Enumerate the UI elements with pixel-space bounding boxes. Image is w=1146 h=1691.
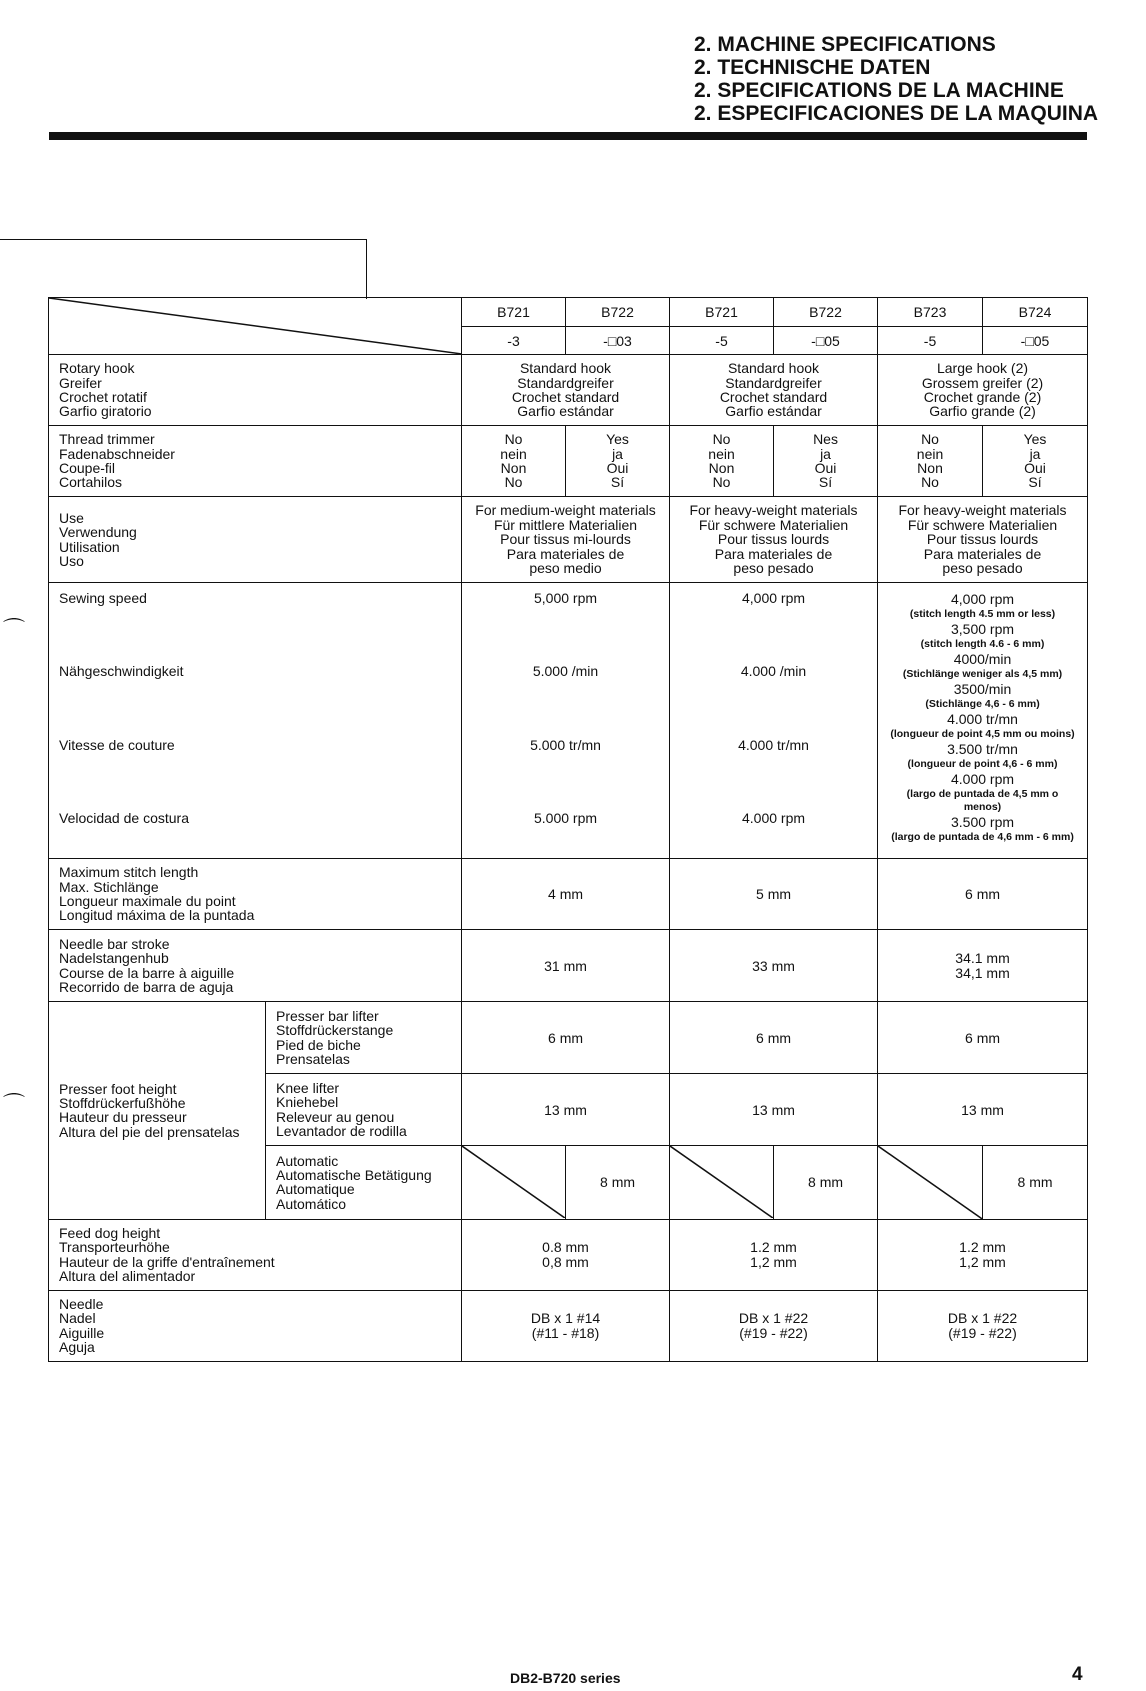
value-cell: 6 mm [878, 1002, 1088, 1074]
value-cell: 8 mm [774, 1146, 878, 1220]
value-cell: Standard hook Standardgreifer Crochet standard Garfio estándar [462, 355, 670, 426]
value-cell: 5 mm [670, 859, 878, 930]
section-title [694, 33, 1098, 125]
row-label: Thread trimmer Fadenabschneider Coupe-fil Cortahilos [49, 426, 462, 497]
model-cell: B722 [566, 298, 670, 327]
na-cell [670, 1146, 774, 1220]
title-en: 2. MACHINE SPECIFICATIONS [694, 33, 996, 56]
row-label: Needle Nadel Aiguille Aguja [49, 1290, 462, 1361]
page-number: 4 [1072, 1664, 1083, 1685]
spec-table [48, 297, 1088, 1362]
model-cell: B723 [878, 298, 983, 327]
max-stitch-row [49, 859, 1088, 930]
row-label: Feed dog height Transporteurhöhe Hauteur de la griffe d'entraînement Altura del alimentador [49, 1219, 462, 1290]
sub-label: Knee lifter Kniehebel Releveur au genou Levantador de rodilla [266, 1074, 462, 1146]
na-diagonal [462, 1146, 565, 1218]
row-label: Needle bar stroke Nadelstangenhub Course de la barre à aiguille Recorrido de barra de aguja [49, 930, 462, 1002]
value-cell: 6 mm [670, 1002, 878, 1074]
presser-lifter-row [49, 1002, 1088, 1074]
value-cell: For heavy-weight materials Für schwere Materialien Pour tissus lourds Para materiales de peso pesado [878, 497, 1088, 583]
footer-series: DB2-B720 series [510, 1670, 621, 1686]
model-cell: B721 [462, 298, 566, 327]
value-cell: Nes ja Oui Sí [774, 426, 878, 497]
value-cell: No nein Non No [878, 426, 983, 497]
value-cell: DB x 1 #14 (#11 - #18) [462, 1290, 670, 1361]
value-cell: 4,000 rpm (stitch length 4.5 mm or less) 3,500 rpm (stitch length 4.6 - 6 mm) 4000/min (Stichlänge weniger als 4,5 mm) 3500/min (Stichlänge 4,6 - 6 mm) 4.000 tr/mn (longueur de point 4,5 mm ou moins) 3.500 tr/mn (longueur de point 4,6 - 6 mm) 4.000 rpm (largo de puntada de 4,5 mm o menos) 3.500 rpm (largo de puntada de 4,6 mm - 6 mm) [878, 583, 1088, 859]
value-cell: DB x 1 #22 (#19 - #22) [878, 1290, 1088, 1361]
value-cell: 5,000 rpm 5.000 /min 5.000 tr/mn 5.000 rpm [462, 583, 670, 859]
value-cell: 6 mm [462, 1002, 670, 1074]
na-cell [462, 1146, 566, 1220]
na-diagonal [878, 1146, 982, 1219]
value-cell: 33 mm [670, 930, 878, 1002]
title-es: 2. ESPECIFICACIONES DE LA MAQUINA [694, 102, 1099, 125]
model-row [49, 298, 1088, 327]
subtype-cell: -5 [670, 327, 774, 355]
needle-bar-row [49, 930, 1088, 1002]
model-cell: B722 [774, 298, 878, 327]
title-fr: 2. SPECIFICATIONS DE LA MACHINE [694, 79, 1064, 102]
sub-label: Presser bar lifter Stoffdrückerstange Pied de biche Prensatelas [266, 1002, 462, 1074]
value-cell: No nein Non No [462, 426, 566, 497]
value-cell: 4,000 rpm 4.000 /min 4.000 tr/mn 4.000 rpm [670, 583, 878, 859]
value-cell: DB x 1 #22 (#19 - #22) [670, 1290, 878, 1361]
model-cell: B724 [983, 298, 1088, 327]
sewing-speed-row [49, 583, 1088, 859]
value-cell: For medium-weight materials Für mittlere Materialien Pour tissus mi-lourds Para materiales de peso medio [462, 497, 670, 583]
value-cell: Standard hook Standardgreifer Crochet standard Garfio estándar [670, 355, 878, 426]
value-cell: 6 mm [878, 859, 1088, 930]
value-cell: 4 mm [462, 859, 670, 930]
subtype-cell: -□05 [983, 327, 1088, 355]
corner-diagonal [49, 298, 461, 354]
value-cell: 13 mm [670, 1074, 878, 1146]
row-label: Presser foot height Stoffdrückerfußhöhe Hauteur du presseur Altura del pie del prensatelas [49, 1002, 266, 1220]
value-cell: 0.8 mm 0,8 mm [462, 1219, 670, 1290]
subtype-cell: -□05 [774, 327, 878, 355]
needle-row [49, 1290, 1088, 1361]
value-cell: 8 mm [566, 1146, 670, 1220]
value-cell: 1.2 mm 1,2 mm [878, 1219, 1088, 1290]
na-diagonal [670, 1146, 773, 1218]
feed-dog-row [49, 1219, 1088, 1290]
sub-label: Automatic Automatische Betätigung Automatique Automático [266, 1146, 462, 1220]
value-cell: No nein Non No [670, 426, 774, 497]
row-label: Rotary hook Greifer Crochet rotatif Garfio giratorio [49, 355, 462, 426]
value-cell: 8 mm [983, 1146, 1088, 1220]
corner-cell [49, 298, 462, 355]
use-row [49, 497, 1088, 583]
header-rule [49, 132, 1087, 140]
value-cell: For heavy-weight materials Für schwere Materialien Pour tissus lourds Para materiales de peso pesado [670, 497, 878, 583]
revision-mark-icon: ⌒ [3, 1092, 26, 1117]
value-cell: Yes ja Oui Sí [983, 426, 1088, 497]
model-cell: B721 [670, 298, 774, 327]
subtype-cell: -3 [462, 327, 566, 355]
value-cell: 13 mm [878, 1074, 1088, 1146]
row-label: Use Verwendung Utilisation Uso [49, 497, 462, 583]
value-cell: 31 mm [462, 930, 670, 1002]
value-cell: 34.1 mm 34,1 mm [878, 930, 1088, 1002]
na-cell [878, 1146, 983, 1220]
thread-trimmer-row [49, 426, 1088, 497]
row-label: Maximum stitch length Max. Stichlänge Longueur maximale du point Longitud máxima de la puntada [49, 859, 462, 930]
value-cell: Yes ja Oui Sí [566, 426, 670, 497]
row-label: Sewing speed Nähgeschwindigkeit Vitesse de couture Velocidad de costura [49, 583, 462, 859]
value-cell: 1.2 mm 1,2 mm [670, 1219, 878, 1290]
value-cell: Large hook (2) Grossem greifer (2) Crochet grande (2) Garfio grande (2) [878, 355, 1088, 426]
value-cell: 13 mm [462, 1074, 670, 1146]
rotary-hook-row [49, 355, 1088, 426]
subtype-cell: -□03 [566, 327, 670, 355]
title-de: 2. TECHNISCHE DATEN [694, 56, 931, 79]
bracket-line [0, 239, 367, 299]
revision-mark-icon: ⌒ [3, 617, 26, 642]
subtype-cell: -5 [878, 327, 983, 355]
